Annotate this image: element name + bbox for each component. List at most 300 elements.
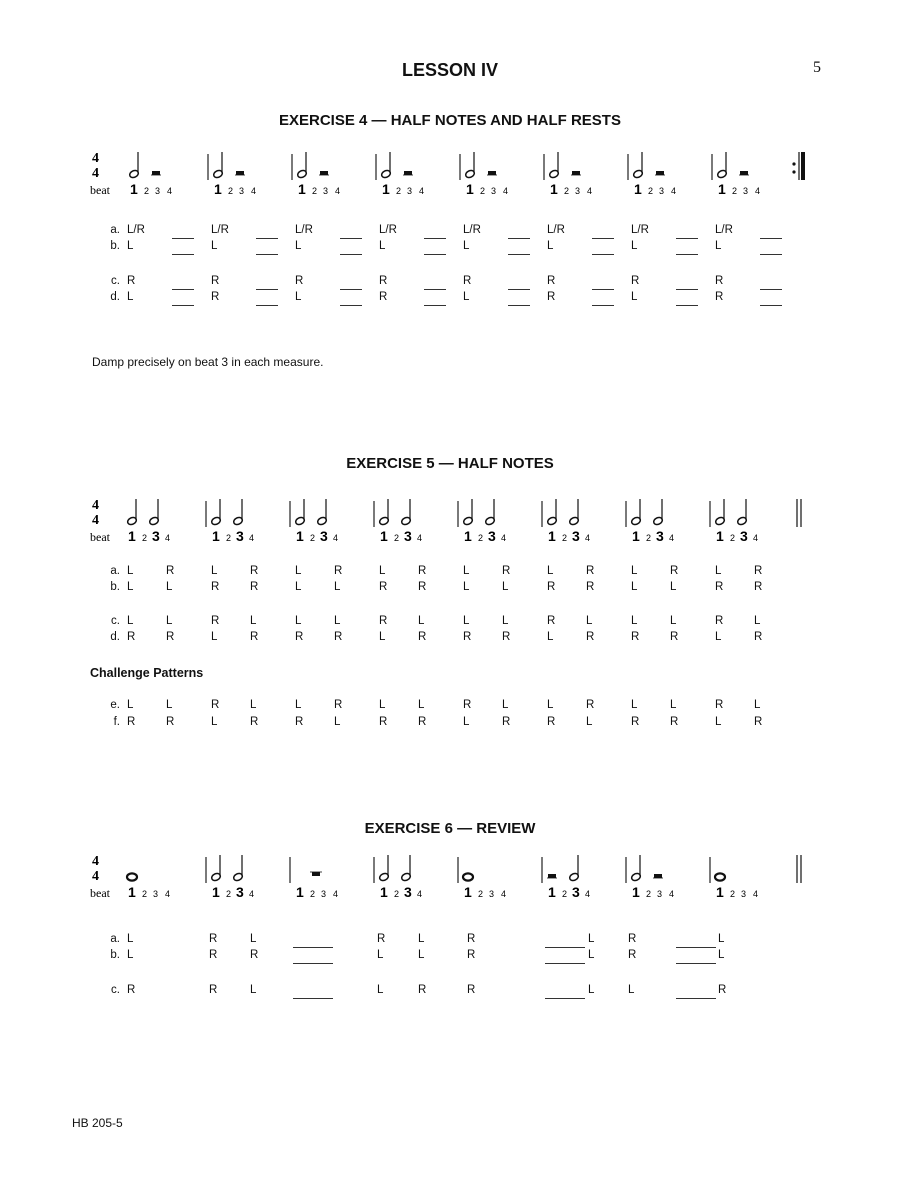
beat-number: 4 <box>251 186 257 196</box>
sticking-cell: L <box>547 565 554 577</box>
row-label: d. <box>110 631 120 643</box>
half-note <box>297 169 308 179</box>
half-rest <box>320 171 328 175</box>
sticking-cell: R <box>211 615 220 627</box>
sticking-cell: R <box>547 716 556 728</box>
half-note <box>211 872 222 882</box>
beat-number: 1 <box>128 884 136 900</box>
beat-number: 3 <box>152 528 160 544</box>
beat-number: 3 <box>236 884 244 900</box>
sticking-cell: R <box>631 631 640 643</box>
sticking-cell: R <box>334 699 343 711</box>
sticking-cell: R <box>631 275 640 287</box>
sticking-cell: R <box>754 631 763 643</box>
beat-number: 4 <box>669 533 675 543</box>
beat-number: 1 <box>548 884 556 900</box>
beat-number: 1 <box>298 181 306 197</box>
beat-number: 4 <box>165 533 171 543</box>
beat-number: 4 <box>167 186 173 196</box>
sticking-cell: L <box>211 631 218 643</box>
half-note <box>401 872 412 882</box>
sticking-cell: L <box>418 699 425 711</box>
sticking-cell: L <box>715 716 722 728</box>
sticking-cell: L <box>379 699 386 711</box>
sticking-blank <box>545 998 585 999</box>
sticking-cell: L <box>379 565 386 577</box>
catalog-number: HB 205-5 <box>72 1116 123 1130</box>
sticking-cell: L <box>166 615 173 627</box>
sticking-cell: L <box>418 615 425 627</box>
sticking-cell: R <box>463 699 472 711</box>
sticking-cell: L <box>250 615 257 627</box>
beat-number: 2 <box>648 186 654 196</box>
beat-number: 4 <box>501 889 507 899</box>
sticking-cell: R <box>418 716 427 728</box>
sticking-cell: L/R <box>715 224 733 236</box>
beat-number: 3 <box>236 528 244 544</box>
sticking-cell: R <box>209 984 218 996</box>
time-signature-top: 4 <box>92 151 99 166</box>
beat-number: 4 <box>753 889 759 899</box>
sticking-cell: R <box>295 631 304 643</box>
half-note <box>631 516 642 526</box>
sticking-cell: R <box>418 984 427 996</box>
sticking-cell: R <box>166 716 175 728</box>
sticking-blank <box>760 289 782 290</box>
sticking-cell: L/R <box>127 224 145 236</box>
sticking-cell: L <box>463 240 470 252</box>
half-note <box>401 516 412 526</box>
sticking-blank <box>172 238 194 239</box>
sticking-cell: R <box>418 631 427 643</box>
beat-number: 1 <box>716 528 724 544</box>
sticking-blank <box>340 238 362 239</box>
beat-number: 1 <box>130 181 138 197</box>
sticking-cell: R <box>547 291 556 303</box>
sticking-cell: L <box>718 933 725 945</box>
sticking-cell: L <box>586 716 593 728</box>
beat-number: 2 <box>142 533 148 543</box>
half-note <box>547 516 558 526</box>
sticking-blank <box>293 998 333 999</box>
sticking-cell: L <box>166 581 173 593</box>
row-label: c. <box>111 615 120 627</box>
sticking-cell: L <box>127 949 134 961</box>
half-note <box>549 169 560 179</box>
sticking-cell: L <box>295 615 302 627</box>
beat-number: 1 <box>212 528 220 544</box>
row-label: b. <box>110 949 120 961</box>
sticking-blank <box>676 254 698 255</box>
beat-number: 2 <box>562 889 568 899</box>
beat-number: 1 <box>716 884 724 900</box>
beat-number: 4 <box>333 889 339 899</box>
sticking-cell: R <box>586 581 595 593</box>
sticking-blank <box>340 305 362 306</box>
half-note <box>569 516 580 526</box>
sticking-cell: R <box>586 565 595 577</box>
half-note <box>465 169 476 179</box>
beat-number: 4 <box>419 186 425 196</box>
lesson-title: LESSON IV <box>401 60 499 80</box>
beat-label: beat <box>90 183 110 197</box>
beat-number: 3 <box>659 186 665 196</box>
half-note <box>295 516 306 526</box>
sticking-cell: R <box>127 716 136 728</box>
half-note <box>379 516 390 526</box>
sticking-cell: L <box>127 699 134 711</box>
sticking-cell: L <box>547 699 554 711</box>
beat-number: 1 <box>380 884 388 900</box>
beat-number: 4 <box>249 889 255 899</box>
sticking-cell: L <box>334 716 341 728</box>
sticking-cell: R <box>379 716 388 728</box>
sticking-cell: L <box>379 631 386 643</box>
half-rest <box>572 171 580 175</box>
half-note <box>569 872 580 882</box>
beat-number: 4 <box>503 186 509 196</box>
sticking-cell: R <box>418 565 427 577</box>
row-label: a. <box>110 565 120 577</box>
beat-number: 3 <box>155 186 161 196</box>
sticking-cell: L/R <box>211 224 229 236</box>
row-label: f. <box>113 716 120 728</box>
time-signature-bottom: 4 <box>92 513 99 528</box>
sticking-cell: R <box>754 716 763 728</box>
repeat-dot <box>792 170 795 173</box>
sticking-blank <box>172 254 194 255</box>
sticking-blank <box>256 238 278 239</box>
sticking-cell: L <box>377 949 384 961</box>
beat-number: 2 <box>478 533 484 543</box>
time-signature-top: 4 <box>92 854 99 869</box>
sticking-cell: L/R <box>631 224 649 236</box>
sticking-cell: L <box>295 240 302 252</box>
sticking-cell: L <box>586 615 593 627</box>
sticking-cell: L <box>250 933 257 945</box>
sticking-cell: R <box>715 581 724 593</box>
half-note <box>233 872 244 882</box>
exercise-6-title: EXERCISE 6 — REVIEW <box>364 820 536 837</box>
beat-number: 2 <box>226 889 232 899</box>
beat-number: 3 <box>572 884 580 900</box>
sticking-cell: R <box>628 933 637 945</box>
beat-number: 1 <box>548 528 556 544</box>
beat-number: 2 <box>228 186 234 196</box>
sticking-cell: R <box>502 631 511 643</box>
sticking-cell: L <box>547 631 554 643</box>
beat-number: 2 <box>144 186 150 196</box>
sticking-blank <box>256 305 278 306</box>
beat-number: 3 <box>575 186 581 196</box>
sticking-cell: L <box>295 565 302 577</box>
beat-number: 4 <box>501 533 507 543</box>
sticking-cell: L <box>127 615 134 627</box>
sticking-cell: L <box>754 699 761 711</box>
half-rest <box>152 171 160 175</box>
sticking-blank <box>256 289 278 290</box>
sticking-cell: R <box>250 581 259 593</box>
row-label: b. <box>110 240 120 252</box>
beat-number: 1 <box>382 181 390 197</box>
sticking-cell: R <box>463 631 472 643</box>
beat-number: 3 <box>489 889 495 899</box>
sticking-cell: L/R <box>463 224 481 236</box>
beat-number: 1 <box>632 528 640 544</box>
sticking-cell: L <box>211 240 218 252</box>
beat-number: 2 <box>730 889 736 899</box>
half-rest <box>654 874 662 878</box>
beat-number: 3 <box>740 528 748 544</box>
beat-label: beat <box>90 886 110 900</box>
sticking-cell: L <box>670 581 677 593</box>
row-label: d. <box>110 291 120 303</box>
beat-number: 2 <box>396 186 402 196</box>
sticking-cell: L <box>588 933 595 945</box>
sticking-blank <box>760 254 782 255</box>
sticking-cell: R <box>379 275 388 287</box>
beat-number: 2 <box>478 889 484 899</box>
sticking-cell: L <box>631 240 638 252</box>
sticking-cell: L <box>502 581 509 593</box>
row-label: a. <box>110 933 120 945</box>
half-note <box>129 169 140 179</box>
beat-number: 4 <box>335 186 341 196</box>
sticking-cell: R <box>547 615 556 627</box>
sticking-cell: L <box>250 984 257 996</box>
beat-number: 2 <box>564 186 570 196</box>
row-label: b. <box>110 581 120 593</box>
sticking-blank <box>545 963 585 964</box>
sticking-cell: L <box>754 615 761 627</box>
sticking-cell: R <box>631 716 640 728</box>
sticking-cell: R <box>209 933 218 945</box>
sticking-cell: R <box>715 275 724 287</box>
half-note <box>233 516 244 526</box>
beat-number: 3 <box>491 186 497 196</box>
half-note <box>381 169 392 179</box>
sticking-cell: L <box>127 240 134 252</box>
beat-number: 1 <box>128 528 136 544</box>
sticking-cell: R <box>754 565 763 577</box>
beat-number: 4 <box>755 186 761 196</box>
sticking-cell: L/R <box>547 224 565 236</box>
sticking-blank <box>424 254 446 255</box>
sticking-cell: L <box>463 615 470 627</box>
sticking-blank <box>424 305 446 306</box>
beat-number: 2 <box>480 186 486 196</box>
half-note <box>631 872 642 882</box>
whole-note <box>127 873 137 880</box>
sticking-cell: R <box>250 631 259 643</box>
sticking-cell: R <box>250 565 259 577</box>
row-label: e. <box>110 699 120 711</box>
sticking-cell: L <box>502 699 509 711</box>
beat-number: 3 <box>407 186 413 196</box>
beat-number: 3 <box>320 528 328 544</box>
sticking-cell: R <box>211 699 220 711</box>
sticking-cell: R <box>715 615 724 627</box>
row-label: c. <box>111 984 120 996</box>
beat-number: 3 <box>321 889 327 899</box>
challenge-patterns-heading: Challenge Patterns <box>90 666 204 680</box>
sticking-cell: R <box>209 949 218 961</box>
sticking-blank <box>592 305 614 306</box>
sticking-blank <box>760 305 782 306</box>
sticking-cell: L <box>334 581 341 593</box>
beat-number: 1 <box>718 181 726 197</box>
beat-number: 4 <box>249 533 255 543</box>
time-signature-top: 4 <box>92 498 99 513</box>
sticking-cell: L <box>547 240 554 252</box>
beat-number: 2 <box>226 533 232 543</box>
sticking-cell: L <box>715 240 722 252</box>
sticking-blank <box>676 947 716 948</box>
time-signature-bottom: 4 <box>92 869 99 884</box>
beat-number: 1 <box>464 528 472 544</box>
beat-number: 1 <box>380 528 388 544</box>
sticking-cell: R <box>715 291 724 303</box>
sticking-cell: L <box>211 716 218 728</box>
sticking-blank <box>256 254 278 255</box>
half-note <box>485 516 496 526</box>
sticking-cell: R <box>502 716 511 728</box>
sticking-cell: L <box>334 615 341 627</box>
beat-number: 1 <box>550 181 558 197</box>
sticking-cell: R <box>379 615 388 627</box>
sticking-cell: R <box>295 716 304 728</box>
sticking-blank <box>424 289 446 290</box>
sticking-cell: L <box>631 615 638 627</box>
half-note <box>211 516 222 526</box>
sticking-cell: L <box>463 716 470 728</box>
sticking-blank <box>424 238 446 239</box>
sticking-cell: L <box>670 615 677 627</box>
beat-number: 1 <box>464 884 472 900</box>
half-rest <box>404 171 412 175</box>
sticking-blank <box>508 305 530 306</box>
sticking-cell: R <box>127 984 136 996</box>
sticking-cell: R <box>670 716 679 728</box>
row-label: a. <box>110 224 120 236</box>
half-note <box>213 169 224 179</box>
sticking-cell: L <box>463 291 470 303</box>
beat-number: 4 <box>417 533 423 543</box>
beat-number: 3 <box>488 528 496 544</box>
beat-number: 2 <box>142 889 148 899</box>
beat-number: 4 <box>417 889 423 899</box>
sticking-blank <box>293 963 333 964</box>
half-rest <box>236 171 244 175</box>
sticking-cell: R <box>211 275 220 287</box>
half-rest <box>548 874 556 878</box>
beat-number: 3 <box>743 186 749 196</box>
sticking-cell: L <box>631 291 638 303</box>
sticking-cell: L <box>628 984 635 996</box>
sticking-cell: L <box>670 699 677 711</box>
sticking-cell: R <box>715 699 724 711</box>
sticking-cell: R <box>628 949 637 961</box>
row-label: c. <box>111 275 120 287</box>
sticking-cell: R <box>670 631 679 643</box>
sticking-cell: R <box>211 581 220 593</box>
sticking-cell: R <box>379 291 388 303</box>
beat-number: 4 <box>585 533 591 543</box>
sticking-cell: L/R <box>295 224 313 236</box>
half-rest <box>656 171 664 175</box>
sticking-cell: L <box>127 933 134 945</box>
exercise-4-title: EXERCISE 4 — HALF NOTES AND HALF RESTS <box>279 112 621 129</box>
sticking-cell: L <box>418 933 425 945</box>
half-note <box>317 516 328 526</box>
sticking-blank <box>676 289 698 290</box>
sticking-blank <box>340 254 362 255</box>
beat-number: 3 <box>404 528 412 544</box>
sticking-cell: L <box>211 565 218 577</box>
beat-number: 4 <box>587 186 593 196</box>
sticking-cell: L <box>502 615 509 627</box>
sticking-blank <box>676 305 698 306</box>
beat-number: 2 <box>394 533 400 543</box>
sticking-cell: L/R <box>379 224 397 236</box>
beat-number: 2 <box>312 186 318 196</box>
beat-number: 3 <box>153 889 159 899</box>
sticking-cell: R <box>418 581 427 593</box>
beat-number: 4 <box>585 889 591 899</box>
sticking-blank <box>545 947 585 948</box>
whole-note <box>715 873 725 880</box>
sticking-cell: R <box>547 275 556 287</box>
half-rest <box>740 171 748 175</box>
sticking-cell: L <box>127 565 134 577</box>
sticking-cell: L <box>631 699 638 711</box>
sticking-cell: R <box>467 984 476 996</box>
beat-number: 3 <box>404 884 412 900</box>
sticking-cell: R <box>463 275 472 287</box>
sticking-cell: L <box>715 565 722 577</box>
half-note <box>717 169 728 179</box>
sticking-cell: L <box>295 699 302 711</box>
beat-number: 3 <box>657 889 663 899</box>
sticking-cell: R <box>586 631 595 643</box>
beat-number: 2 <box>310 533 316 543</box>
sticking-cell: R <box>127 275 136 287</box>
beat-number: 3 <box>741 889 747 899</box>
sticking-cell: L <box>295 581 302 593</box>
sticking-cell: R <box>502 565 511 577</box>
half-note <box>149 516 160 526</box>
sticking-cell: L <box>166 699 173 711</box>
beat-number: 4 <box>165 889 171 899</box>
sticking-cell: R <box>467 949 476 961</box>
beat-number: 1 <box>296 884 304 900</box>
page-number: 5 <box>813 59 821 76</box>
beat-number: 4 <box>333 533 339 543</box>
half-note <box>463 516 474 526</box>
sticking-blank <box>760 238 782 239</box>
whole-rest <box>312 872 320 876</box>
sticking-cell: L <box>418 949 425 961</box>
sticking-cell: L <box>250 699 257 711</box>
sticking-blank <box>676 998 716 999</box>
half-note <box>737 516 748 526</box>
sticking-cell: R <box>467 933 476 945</box>
beat-number: 1 <box>632 884 640 900</box>
sticking-cell: L <box>463 581 470 593</box>
sticking-cell: R <box>334 565 343 577</box>
sticking-cell: L <box>127 581 134 593</box>
beat-number: 2 <box>646 889 652 899</box>
